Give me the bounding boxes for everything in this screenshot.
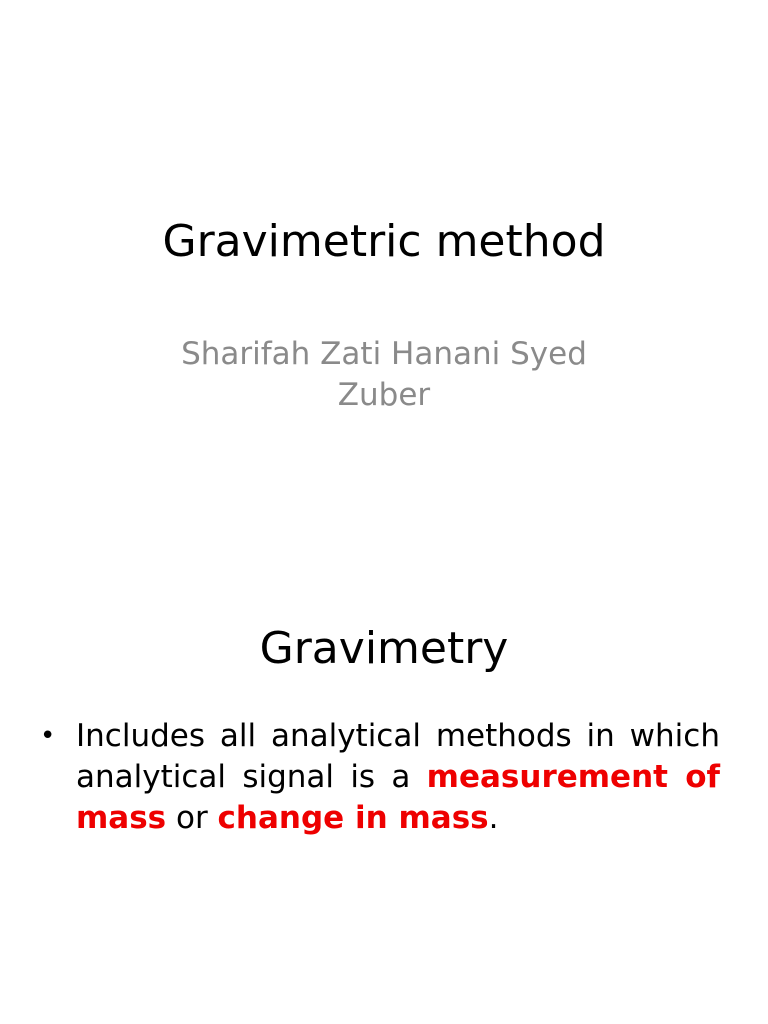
content-slide [0, 512, 768, 1024]
emphasis-change-in-mass: change in mass [217, 800, 489, 836]
bullet-text-part-3: . [488, 800, 499, 836]
emphasis-measurement-of-mass: measurement of mass [76, 759, 720, 836]
slide-title: Gravimetric method [162, 216, 606, 267]
content-slide-title: Gravimetry [259, 623, 509, 674]
bullet-item [40, 716, 720, 839]
author-name: Sharifah Zati Hanani Syed Zuber [181, 336, 587, 413]
bullet-dot-icon: • [40, 721, 56, 751]
bullet-list [40, 716, 720, 839]
bullet-text-part-2: or [166, 800, 218, 836]
bullet-text-part-1: Includes all analytical methods in which analytical signal is a [76, 718, 720, 795]
